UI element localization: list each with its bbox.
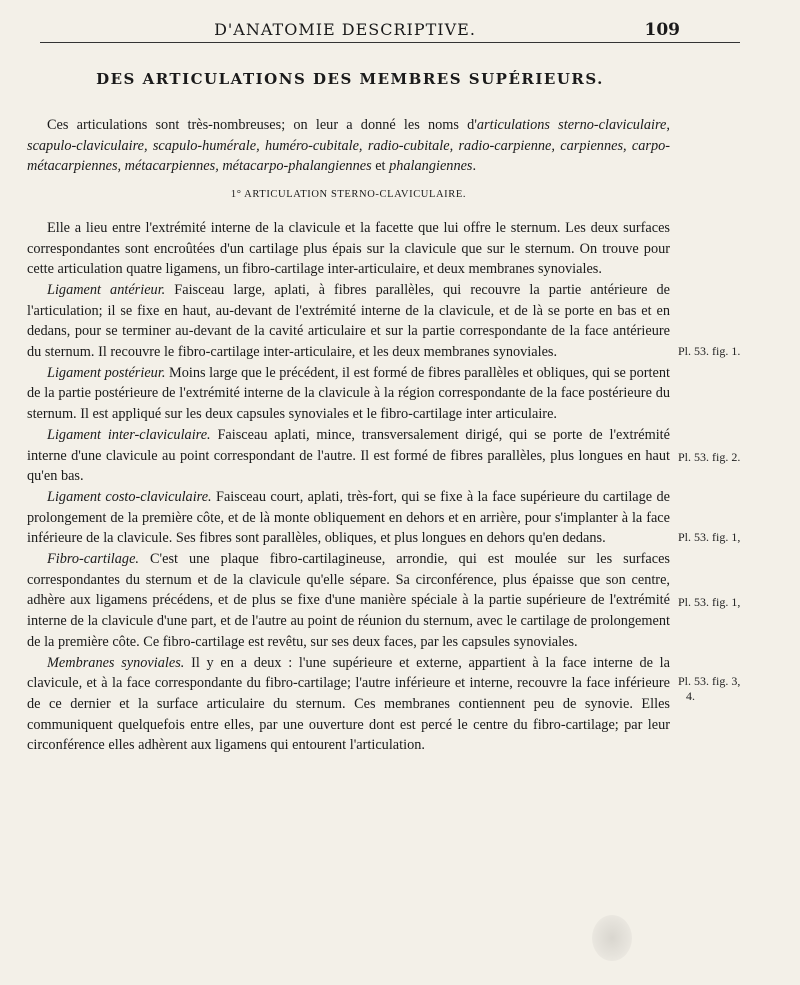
intro-paragraph: Ces articulations sont très-nombreuses; on leur a donné les noms d'articulations sterno-claviculaire, scapulo-claviculaire, scapulo-humérale, huméro-cubitale, radio-cubitale, radio-carpienne, carpiennes, carpo-métacarpiennes, métacarpiennes, métacarpo-phalangiennes et phalangiennes. [27, 117, 670, 175]
paragraph-general: Elle a lieu entre l'extrémité interne de la clavicule et la facette que lui offre le sternum. Les deux surfaces correspondantes sont encroûtées d'un cartilage plus épais sur la clavicule que sur le sternum. On trouve pour cette articulation quatre ligamens, un fibro-cartilage inter-articulaire, et deux membranes synoviales. [27, 219, 670, 278]
chapter-title: DES ARTICULATIONS DES MEMBRES SUPÉRIEURS. [96, 70, 604, 88]
page-number: 109 [644, 20, 680, 40]
paragraph-ligament-costo-claviculaire: Ligament costo-claviculaire. Faisceau court, aplati, très-fort, qui se fixe à la face supérieure du cartilage de prolongement de la première côte, et de là monte obliquement en dehors et en arrière, pour s'implanter à la face inférieure de la clavicule. Ses fibres sont parallèles, obliques, et plus longues en dehors qu'en dedans. [27, 488, 670, 547]
margin-note-plate-ref-continued: 4. [686, 689, 695, 703]
paragraph-membranes-synoviales: Membranes synoviales. Il y en a deux : l'une supérieure et externe, appartient à la face interne de la clavicule, et à la face correspondante du fibro-cartilage; l'autre inférieure et interne, recouvre la face inférieure de ce dernier et la surface articulaire du sternum. Ces membranes contiennent peu de synovie. Elles communiquent quelquefois entre elles, par une ouverture dont est percé le centre du fibro-cartilage; par leur circonférence elles adhèrent aux ligamens qui entourent l'articulation. [27, 654, 671, 754]
paragraph-ligament-posterieur: Ligament postérieur. Moins large que le précédent, il est formé de fibres parallèles et obliques, qui se portent de la partie postérieure de l'extrémité interne de la clavicule à la région correspondante de la face postérieure du sternum. Il est appliqué sur les deux capsules synoviales et le fibro-cartilage inter articulaire. [27, 364, 670, 423]
section-heading: 1° ARTICULATION STERNO-CLAVICULAIRE. [230, 189, 467, 201]
paper-stain [592, 915, 632, 961]
header-rule [40, 42, 740, 43]
paragraph-ligament-anterieur: Ligament antérieur. Faisceau large, aplati, à fibres parallèles, qui recouvre la partie antérieure de l'articulation; il se fixe en haut, au-devant de l'extrémité interne de la clavicule, et de là se porte en bas et en dedans, pour se terminer au-devant de la cavité articulaire et sur la partie correspondante de la face antérieure du sternum. Il recouvre le fibro-cartilage inter-articulaire, et les deux membranes synoviales. [27, 281, 670, 361]
paragraph-ligament-inter-claviculaire: Ligament inter-claviculaire. Faisceau aplati, mince, transversalement dirigé, qui se porte de l'extrémité interne d'une clavicule au point correspondant de l'autre. Il est formé de fibres parallèles, plus longues en haut qu'en bas. [27, 426, 671, 485]
running-head-title: D'ANATOMIE DESCRIPTIVE. [214, 20, 476, 39]
paragraph-fibro-cartilage: Fibro-cartilage. C'est une plaque fibro-cartilagineuse, arrondie, qui est moulée sur les surfaces correspondantes du sternum et de la clavicule qu'elle sépare. Sa circonférence, plus épaisse que son centre, adhère aux ligamens précédens, et de plus se fixe d'une manière spéciale à la partie supérieure de l'extrémité interne de la clavicule d'une part, et de l'autre au point de réunion du sternum, avec le cartilage de prolongement de la première côte. Ce fibro-cartilage est revêtu, sur ses deux faces, par les capsules synoviales. [27, 551, 670, 650]
margin-note-plate-ref: Pl. 53. fig. 1. [678, 344, 741, 358]
body-text [27, 115, 670, 756]
margin-note-plate-ref: Pl. 53. fig. 3, [678, 674, 741, 688]
margin-note-plate-ref: Pl. 53. fig. 1, [678, 595, 741, 609]
margin-note-plate-ref: Pl. 53. fig. 1, [678, 530, 741, 544]
running-head [0, 20, 800, 44]
margin-note-plate-ref: Pl. 53. fig. 2. [678, 450, 741, 464]
